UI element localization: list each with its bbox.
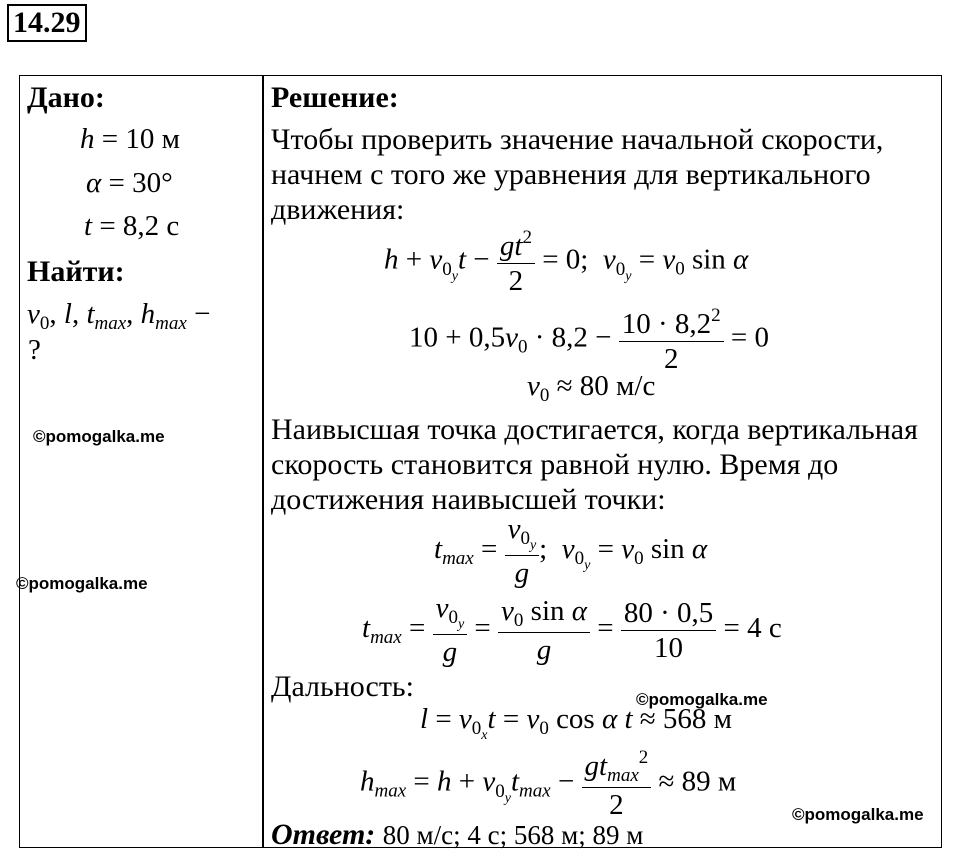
equation-initial-speed: $v_0 \approx 80$ м/с bbox=[527, 370, 656, 406]
find-question-mark: ? bbox=[28, 334, 41, 366]
paragraph-line: Наивысшая точка достигается, когда вертикальная bbox=[271, 413, 918, 446]
equation-substitution: $10 + 0,5v_0 \cdot 8,2$ − $\frac{10 \cdot 8,2^2}{2}$ = 0 bbox=[409, 305, 770, 375]
given-item-time: t = 8,2 с bbox=[84, 210, 180, 242]
paragraph-line: начнем с того же уравнения для вертикального bbox=[271, 158, 871, 191]
equation-vertical-motion: $h + v_{0_y}t$ − $\frac{gt^2}{2}$ = 0; $v_{0_y} = v_0$ sin α bbox=[384, 227, 749, 297]
paragraph-line: Чтобы проверить значение начальной скорости, bbox=[271, 123, 884, 156]
answer-label: Ответ: bbox=[271, 818, 376, 851]
solution-heading: Решение: bbox=[271, 81, 399, 114]
problem-number: 14.29 bbox=[7, 4, 87, 42]
range-label: Дальность: bbox=[271, 670, 414, 703]
paragraph-line: достижения наивысшей точки: bbox=[271, 483, 666, 516]
find-list: $v_0$, l, $t_{max}$, $h_{max}$ − bbox=[27, 298, 211, 334]
given-item-height: h = 10 м bbox=[80, 123, 180, 155]
column-divider bbox=[262, 75, 264, 848]
watermark: ©pomogalka.me bbox=[33, 427, 165, 446]
watermark: ©pomogalka.me bbox=[792, 805, 924, 824]
paragraph-line: движения: bbox=[271, 193, 405, 226]
answer-text: 80 м/с; 4 с; 568 м; 89 м bbox=[382, 820, 644, 850]
equation-range: $l = v_{0_x}t = v_0$ cos α t ≈ 568 м bbox=[420, 703, 733, 743]
equation-max-height: $h_{max} = h + v_{0_y}t_{max}$ − $\frac{gt_{max}^2}{2}$ ≈ 89 м bbox=[360, 747, 737, 821]
find-heading: Найти: bbox=[27, 255, 125, 288]
paragraph-line: скорость становится равной нулю. Время до bbox=[271, 448, 839, 481]
equation-time-to-top: $t_{max}$ = $\frac{v_{0_y}}{g}$ ; $v_{0_y} = v_0$ sin α bbox=[434, 513, 708, 589]
answer-line bbox=[271, 820, 643, 850]
given-heading: Дано: bbox=[27, 81, 105, 114]
watermark: ©pomogalka.me bbox=[16, 574, 148, 593]
given-item-angle: α = 30° bbox=[86, 167, 173, 199]
watermark: ©pomogalka.me bbox=[636, 690, 768, 709]
equation-time-value: $t_{max}$ = $\frac{v_{0_y}}{g}$ = $\frac{v_0 \sin \alpha}{g}$ = $\frac{80 \cdot 0,5}{10}$ = 4 с bbox=[362, 592, 782, 668]
